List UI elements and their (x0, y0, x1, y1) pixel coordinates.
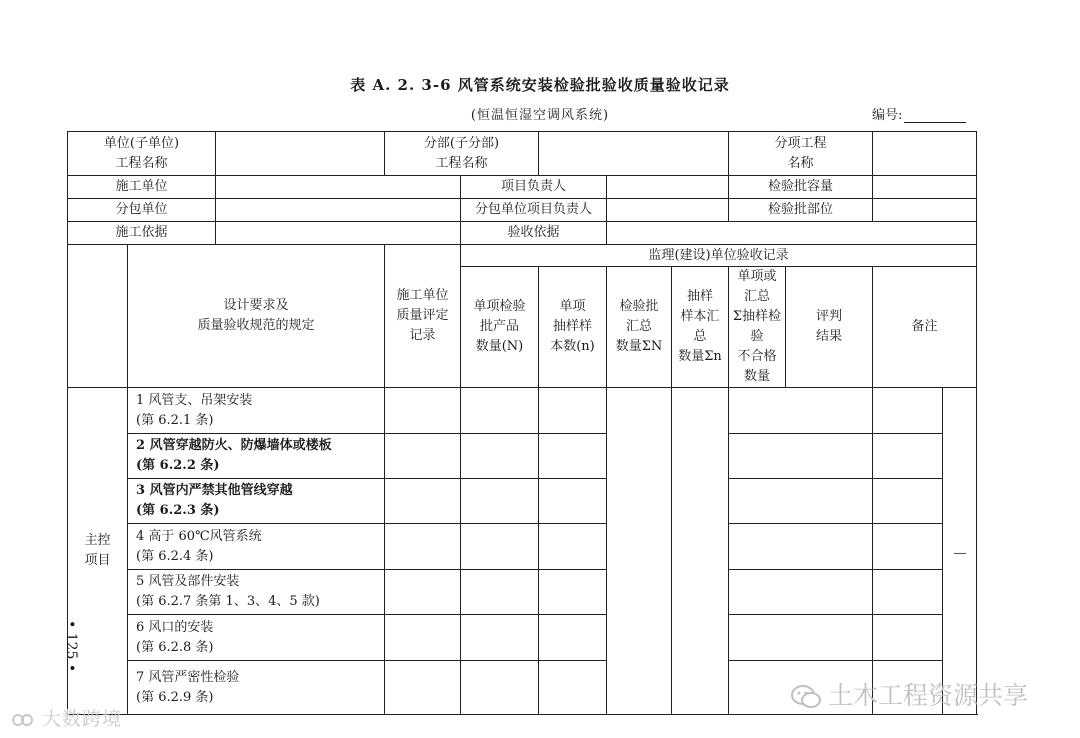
qty-cell (461, 479, 539, 524)
item-text: 3 风管内严禁其他管线穿越 (第 6.2.3 条) (128, 479, 385, 524)
table-row (68, 524, 977, 570)
item-text: 7 风管严密性检验 (第 6.2.9 条) (128, 661, 385, 715)
sub-pm-value (607, 199, 729, 222)
design-req-header: 设计要求及 质量验收规范的规定 (128, 245, 385, 388)
unit-name-label: 单位(子单位) 工程名称 (68, 132, 216, 176)
result-header: 评判 结果 (786, 267, 873, 388)
eval-cell (385, 434, 461, 479)
link-logo-icon (10, 710, 36, 730)
unqualified-cell (729, 479, 873, 524)
qty-cell (461, 388, 539, 434)
pm-value (607, 176, 729, 199)
subcontractor-label: 分包单位 (68, 199, 216, 222)
unqualified-header: 单项或汇总 Σ抽样检验 不合格数量 (729, 267, 786, 388)
pm-label: 项目负责人 (461, 176, 607, 199)
sample-cell (539, 524, 607, 570)
supervision-group-header: 监理(建设)单位验收记录 (461, 245, 977, 267)
result-cell (873, 615, 943, 661)
capacity-value (873, 176, 977, 199)
sample-cell (539, 388, 607, 434)
unqualified-cell (729, 524, 873, 570)
contractor-value (216, 176, 461, 199)
subcontractor-value (216, 199, 461, 222)
watermark-right-text: 土木工程资源共享 (828, 681, 1029, 710)
eval-cell (385, 661, 461, 715)
unqualified-cell (729, 570, 873, 615)
watermark-left-text: 大数跨境 (42, 708, 123, 730)
qty-cell (461, 570, 539, 615)
table-row (68, 434, 977, 479)
info-row-4 (68, 222, 977, 245)
sample-cell (539, 434, 607, 479)
eval-cell (385, 388, 461, 434)
sub-pm-label: 分包单位项目负责人 (461, 199, 607, 222)
acceptance-record-table (67, 131, 977, 715)
form-title: 表 A. 2. 3-6 风管系统安装检验批验收质量验收记录 (350, 76, 730, 94)
table-row (68, 615, 977, 661)
lot-total-header: 检验批 汇总 数量ΣN (607, 267, 672, 388)
acceptance-basis-label: 验收依据 (461, 222, 607, 245)
sample-cell (539, 479, 607, 524)
unqualified-cell (729, 388, 873, 434)
item-text: 4 高于 60℃风管系统 (第 6.2.4 条) (128, 524, 385, 570)
item-text: 6 风口的安装 (第 6.2.8 条) (128, 615, 385, 661)
unqualified-cell (729, 434, 873, 479)
subitem-name-value (873, 132, 977, 176)
result-cell (873, 388, 943, 434)
form-subtitle: (恒温恒湿空调风系统) (470, 108, 610, 123)
eval-cell (385, 479, 461, 524)
unqualified-cell (729, 615, 873, 661)
single-sample-header: 单项 抽样样 本数(n) (539, 267, 607, 388)
sample-cell (539, 570, 607, 615)
qty-cell (461, 524, 539, 570)
result-cell (873, 524, 943, 570)
qty-cell (461, 434, 539, 479)
serial-label: 编号: (872, 108, 903, 123)
sample-total-header: 抽样 样本汇总 数量Σn (672, 267, 729, 388)
info-row-3 (68, 199, 977, 222)
eval-cell (385, 524, 461, 570)
item-text: 5 风管及部件安装 (第 6.2.7 条第 1、3、4、5 款) (128, 570, 385, 615)
serial-blank (904, 108, 966, 123)
lot-total-cell (607, 388, 672, 715)
remarks-cell (943, 388, 977, 715)
info-row-1 (68, 132, 977, 176)
table-row (68, 570, 977, 615)
table-row (68, 479, 977, 524)
table-row (68, 388, 977, 434)
capacity-label: 检验批容量 (729, 176, 873, 199)
eval-cell (385, 570, 461, 615)
basis-value (216, 222, 461, 245)
qty-cell (461, 615, 539, 661)
subitem-name-label: 分项工程 名称 (729, 132, 873, 176)
qty-cell (461, 661, 539, 715)
header-row-1 (68, 245, 977, 267)
result-cell (873, 434, 943, 479)
unit-name-value (216, 132, 385, 176)
single-qty-header: 单项检验 批产品 数量(N) (461, 267, 539, 388)
serial-number (872, 104, 966, 123)
location-label: 检验批部位 (729, 199, 873, 222)
watermark-left (10, 704, 122, 731)
contractor-label: 施工单位 (68, 176, 216, 199)
item-text: 2 风管穿越防火、防爆墙体或楼板 (第 6.2.2 条) (128, 434, 385, 479)
sample-total-cell (672, 388, 729, 715)
item-text: 1 风管支、吊架安装 (第 6.2.1 条) (128, 388, 385, 434)
corner-cell (68, 245, 128, 388)
sample-cell (539, 661, 607, 715)
info-row-2 (68, 176, 977, 199)
watermark-right (790, 676, 1028, 712)
eval-cell (385, 615, 461, 661)
page-number: • 125 • (63, 620, 79, 673)
main-control-label: 主控 项目 (68, 388, 128, 715)
basis-label: 施工依据 (68, 222, 216, 245)
location-value (873, 199, 977, 222)
result-cell (873, 570, 943, 615)
contractor-eval-header: 施工单位 质量评定 记录 (385, 245, 461, 388)
acceptance-basis-value (607, 222, 977, 245)
remarks-dash (954, 553, 966, 554)
result-cell (873, 479, 943, 524)
division-name-value (539, 132, 729, 176)
division-name-label: 分部(子分部) 工程名称 (385, 132, 539, 176)
remarks-header: 备注 (873, 267, 977, 388)
wechat-icon (790, 684, 822, 710)
sample-cell (539, 615, 607, 661)
